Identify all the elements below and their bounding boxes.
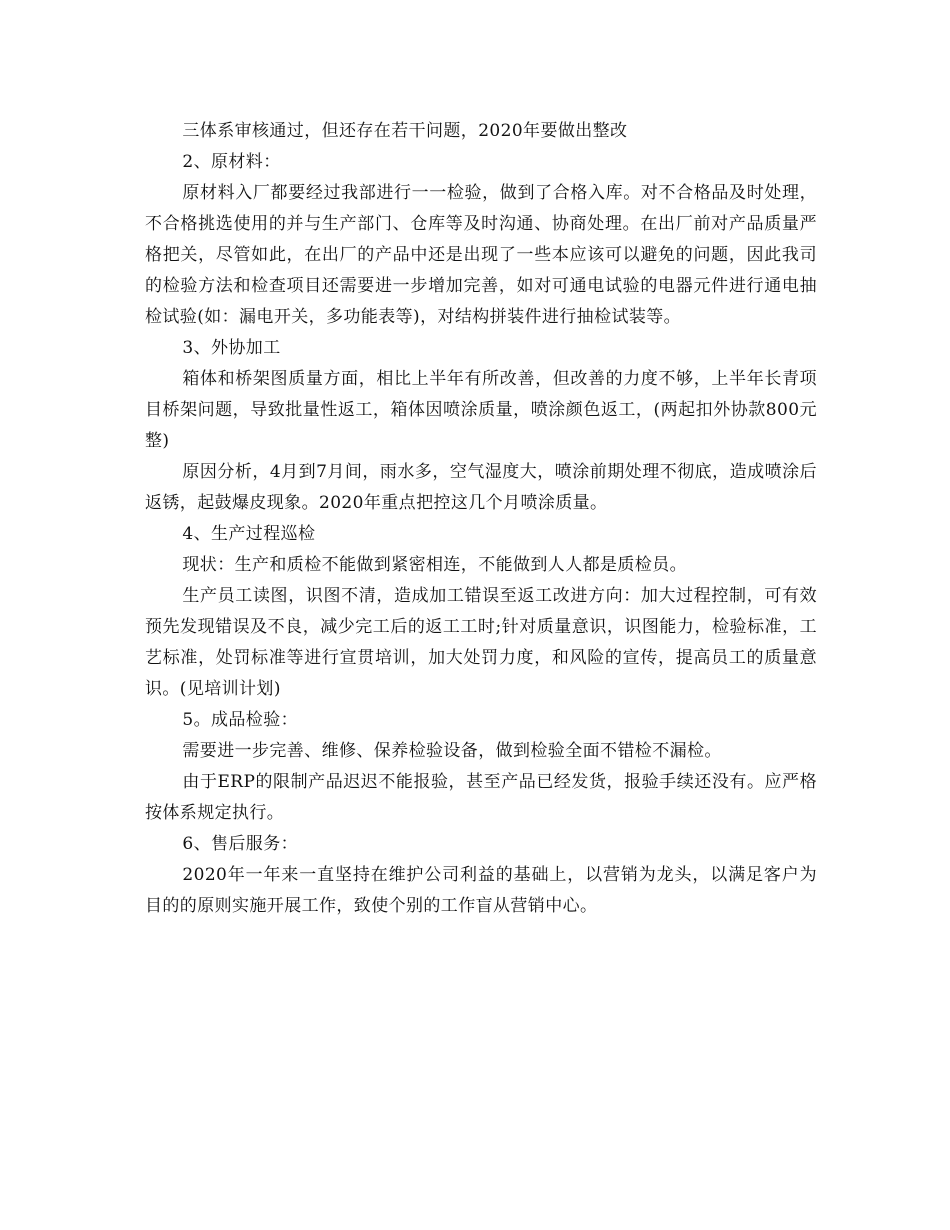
document-body — [145, 116, 817, 922]
paragraph-outsourced-processing: 箱体和桥架图质量方面，相比上半年有所改善，但改善的力度不够，上半年长青项目桥架问题，导致批量性返工，箱体因喷涂质量，喷涂颜色返工，(两起扣外协款800元整) — [145, 369, 817, 451]
heading-production-inspection: 4、生产过程巡检 — [182, 524, 316, 544]
paragraph-drawing-reading: 生产员工读图，识图不清，造成加工错误至返工改进方向：加大过程控制，可有效预先发现错误及不良，减少完工后的返工工时;针对质量意识，识图能力，检验标准，工艺标准，处罚标准等进行宣贯培训，加大处罚力度，和风险的宣传，提高员工的质量意识。(见培训计划) — [145, 586, 817, 699]
heading-finished-product-inspection: 5。成品检验： — [182, 710, 299, 730]
paragraph-erp: 由于ERP的限制产品迟迟不能报验，甚至产品已经发货，报验手续还没有。应严格按体系规定执行。 — [145, 772, 817, 823]
heading-outsourced-processing: 3、外协加工 — [182, 338, 281, 358]
paragraph-after-sales: 2020年一年来一直坚持在维护公司利益的基础上，以营销为龙头，以满足客户为目的的原则实施开展工作，致使个别的工作盲从营销中心。 — [145, 865, 817, 916]
paragraph-equipment: 需要进一步完善、维修、保养检验设备，做到检验全面不错检不漏检。 — [182, 741, 722, 761]
paragraph-current-status: 现状：生产和质检不能做到紧密相连，不能做到人人都是质检员。 — [182, 555, 687, 575]
paragraph-raw-materials: 原材料入厂都要经过我部进行一一检验，做到了合格入库。对不合格品及时处理，不合格挑选使用的并与生产部门、仓库等及时沟通、协商处理。在出厂前对产品质量严格把关，尽管如此，在出厂的产品中还是出现了一些本应该可以避免的问题，因此我司的检验方法和检查项目还需要进一步增加完善，如对可通电试验的电器元件进行通电抽检试验(如：漏电开关，多功能表等)，对结构拼装件进行抽检试装等。 — [145, 183, 817, 327]
paragraph-system-audit: 三体系审核通过，但还存在若干问题，2020年要做出整改 — [182, 121, 628, 141]
paragraph-cause-analysis: 原因分析，4月到7月间，雨水多，空气湿度大，喷涂前期处理不彻底，造成喷涂后返锈，起鼓爆皮现象。2020年重点把控这几个月喷涂质量。 — [145, 462, 817, 513]
heading-after-sales-service: 6、售后服务： — [182, 834, 299, 854]
heading-raw-materials: 2、原材料： — [182, 152, 281, 172]
